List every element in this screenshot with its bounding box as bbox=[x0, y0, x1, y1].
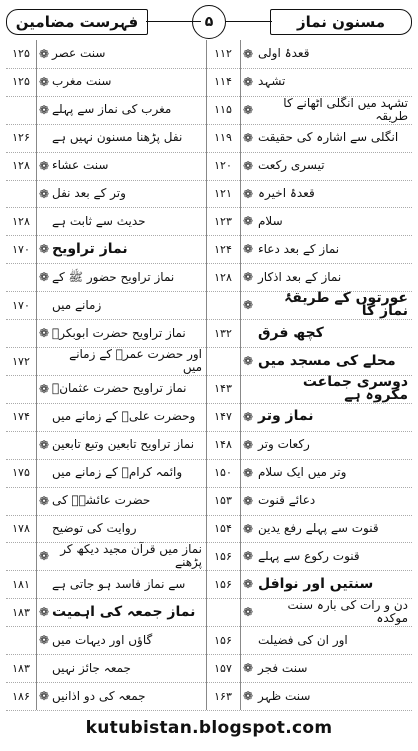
toc-entry-title[interactable]: نماز وتر bbox=[258, 408, 314, 425]
toc-entry-page: ۱۵۳ bbox=[214, 494, 232, 508]
toc-entry-title[interactable]: نماز جمعہ کی اہمیت bbox=[52, 603, 196, 620]
flower-bullet-icon: ❁ bbox=[242, 689, 254, 704]
toc-entry-page: ۱۵۶ bbox=[214, 549, 232, 563]
flower-bullet-icon: ❁ bbox=[242, 493, 254, 508]
toc-row bbox=[6, 180, 412, 209]
page-header bbox=[6, 5, 412, 37]
flower-bullet-icon: ❁ bbox=[38, 74, 50, 89]
flower-bullet-icon bbox=[36, 403, 52, 431]
flower-bullet-icon: ❁ bbox=[38, 381, 50, 396]
header-rule-left bbox=[146, 21, 201, 22]
toc-entry-page: ۱۱۵ bbox=[214, 103, 232, 117]
toc-entry-page: ۱۵۶ bbox=[214, 633, 232, 647]
flower-bullet-icon: ❁ bbox=[38, 437, 50, 452]
toc-row bbox=[6, 40, 412, 69]
toc-entry-title[interactable]: قعدۂ اخیرہ bbox=[258, 186, 315, 201]
toc-entry-page: ۱۳۲ bbox=[214, 326, 232, 340]
toc-entry-page: ۱۲۶ bbox=[12, 131, 30, 145]
toc-entry-page: ۱۶۳ bbox=[214, 689, 232, 703]
toc-entry-page: ۱۲۸ bbox=[214, 270, 232, 284]
toc-row bbox=[6, 598, 412, 627]
toc-entry-title[interactable]: دن و رات کی بارہ سنت موکدہ bbox=[287, 598, 408, 626]
toc-row bbox=[6, 291, 412, 320]
toc-entry-title[interactable]: سنت عصر bbox=[52, 46, 106, 61]
toc-entry-page: ۱۴۳ bbox=[214, 382, 232, 396]
flower-bullet-icon: ❁ bbox=[38, 633, 50, 648]
toc-entry-page: ۱۷۰ bbox=[12, 242, 30, 256]
toc-entry-page: ۱۲۳ bbox=[214, 214, 232, 228]
flower-bullet-icon bbox=[36, 291, 52, 319]
flower-bullet-icon: ❁ bbox=[242, 465, 254, 480]
flower-bullet-icon: ❁ bbox=[242, 158, 254, 173]
flower-bullet-icon: ❁ bbox=[242, 437, 254, 452]
toc-row bbox=[6, 654, 412, 683]
toc-entry-title[interactable]: نفل پڑھنا مسنون نہیں ہے bbox=[52, 130, 183, 145]
toc-entry-title[interactable]: وتر میں ایک سلام bbox=[258, 465, 347, 480]
toc-entry-page bbox=[6, 487, 36, 515]
toc-entry-title[interactable]: نماز میں قرآن مجید دیکھ کر پڑھنے bbox=[60, 542, 202, 570]
toc-entry-page: ۱۷۰ bbox=[12, 298, 30, 312]
toc-entry-title[interactable]: اور حضرت عمرؓ کے زمانے میں bbox=[69, 347, 202, 375]
toc-entry-title[interactable]: محلے کی مسجد میں bbox=[258, 352, 396, 369]
flower-bullet-icon: ❁ bbox=[242, 298, 254, 313]
flower-bullet-icon bbox=[240, 626, 256, 654]
toc-entry-title[interactable]: قعدۂ اولی bbox=[258, 46, 310, 61]
toc-entry-page bbox=[206, 291, 240, 319]
flower-bullet-icon: ❁ bbox=[38, 605, 50, 620]
toc-row bbox=[6, 431, 412, 460]
toc-entry-page: ۱۲۱ bbox=[214, 187, 232, 201]
toc-entry-page: ۱۷۸ bbox=[12, 522, 30, 536]
toc-entry-title[interactable]: نماز تراویح حضور ﷺ کے bbox=[52, 269, 175, 284]
toc-entry-page: ۱۷۵ bbox=[12, 466, 30, 480]
toc-entry-title[interactable]: گاؤں اور دیہات میں bbox=[52, 632, 153, 647]
section-title: فہرست مضامین bbox=[6, 9, 148, 35]
toc-entry-page: ۱۲۰ bbox=[214, 159, 232, 173]
toc-entry-page: ۱۵۴ bbox=[214, 522, 232, 536]
toc-row bbox=[6, 68, 412, 97]
toc-entry-title[interactable]: روایت کی توضیح bbox=[52, 521, 137, 536]
flower-bullet-icon: ❁ bbox=[242, 354, 254, 369]
toc-entry-title[interactable]: رکعات وتر bbox=[258, 437, 310, 452]
toc-entry-page bbox=[6, 375, 36, 403]
flower-bullet-icon bbox=[240, 319, 256, 347]
toc-entry-page: ۱۲۸ bbox=[12, 159, 30, 173]
flower-bullet-icon bbox=[36, 124, 52, 152]
flower-bullet-icon: ❁ bbox=[242, 549, 254, 564]
toc-entry-title[interactable]: سنت عشاء bbox=[52, 158, 109, 173]
toc-entry-title[interactable]: حدیث سے ثابت ہے bbox=[52, 213, 146, 228]
flower-bullet-icon: ❁ bbox=[38, 689, 50, 704]
toc-entry-title[interactable]: انگلی سے اشارہ کی حقیقت bbox=[258, 130, 399, 145]
toc-entry-page bbox=[6, 96, 36, 124]
table-of-contents bbox=[6, 40, 412, 710]
toc-entry-page: ۱۸۶ bbox=[12, 689, 30, 703]
toc-entry-title[interactable]: سنت فجر bbox=[258, 660, 308, 675]
flower-bullet-icon bbox=[36, 208, 52, 236]
toc-entry-title[interactable]: حضرت عائشہؓ کی bbox=[52, 493, 151, 508]
flower-bullet-icon: ❁ bbox=[242, 242, 254, 257]
flower-bullet-icon: ❁ bbox=[242, 74, 254, 89]
toc-entry-page: ۱۵۰ bbox=[214, 466, 232, 480]
toc-entry-title[interactable]: مغرب کی نماز سے پہلے bbox=[52, 102, 172, 117]
toc-row bbox=[6, 235, 412, 264]
toc-entry-title[interactable]: وحضرت علیؓ کے زمانے میں bbox=[52, 409, 196, 424]
toc-entry-title[interactable]: وائمہ کرامؒ کے زمانے میں bbox=[52, 465, 183, 480]
toc-entry-page bbox=[206, 598, 240, 626]
flower-bullet-icon: ❁ bbox=[38, 270, 50, 285]
toc-entry-page: ۱۴۷ bbox=[214, 410, 232, 424]
flower-bullet-icon bbox=[36, 654, 52, 682]
toc-entry-page: ۱۵۶ bbox=[214, 577, 232, 591]
flower-bullet-icon: ❁ bbox=[38, 549, 50, 564]
toc-entry-title[interactable]: عورتوں کے طریقۂ نماز کا bbox=[284, 290, 408, 320]
toc-entry-page bbox=[206, 347, 240, 375]
page-number: ۵ bbox=[192, 5, 226, 39]
toc-entry-title[interactable]: وتر کے بعد نفل bbox=[52, 186, 126, 201]
toc-row bbox=[6, 543, 412, 572]
toc-entry-title[interactable]: تشہد میں انگلی اٹھانے کا طریقہ bbox=[283, 95, 408, 123]
toc-entry-page: ۱۸۳ bbox=[12, 661, 30, 675]
toc-row bbox=[6, 515, 412, 544]
toc-entry-page: ۱۵۷ bbox=[214, 661, 232, 675]
toc-entry-title[interactable]: نماز تراویح تابعین وتبع تابعین bbox=[52, 437, 195, 452]
toc-entry-page bbox=[6, 543, 36, 571]
flower-bullet-icon bbox=[36, 459, 52, 487]
flower-bullet-icon: ❁ bbox=[242, 214, 254, 229]
toc-row bbox=[6, 124, 412, 153]
flower-bullet-icon bbox=[36, 570, 52, 598]
flower-bullet-icon: ❁ bbox=[242, 409, 254, 424]
toc-row bbox=[6, 263, 412, 292]
toc-entry-page bbox=[6, 626, 36, 654]
toc-row bbox=[6, 403, 412, 432]
toc-entry-title[interactable]: قنوت سے پہلے رفع یدین bbox=[258, 521, 379, 536]
flower-bullet-icon: ❁ bbox=[38, 326, 50, 341]
flower-bullet-icon: ❁ bbox=[242, 521, 254, 536]
flower-bullet-icon: ❁ bbox=[242, 661, 254, 676]
toc-entry-title[interactable]: نماز تراویح حضرت ابوبکرؓ bbox=[52, 325, 186, 340]
flower-bullet-icon: ❁ bbox=[38, 493, 50, 508]
toc-entry-title[interactable]: جمعہ کی دو اذانیں bbox=[52, 688, 146, 703]
flower-bullet-icon: ❁ bbox=[242, 130, 254, 145]
toc-entry-title[interactable]: تشہد bbox=[258, 74, 286, 89]
toc-entry-page: ۱۸۱ bbox=[12, 577, 30, 591]
toc-entry-title[interactable]: سے نماز فاسد ہو جاتی ہے bbox=[52, 576, 186, 591]
flower-bullet-icon: ❁ bbox=[242, 186, 254, 201]
toc-entry-title[interactable]: کچھ فرق bbox=[258, 324, 324, 341]
flower-bullet-icon: ❁ bbox=[242, 605, 254, 620]
toc-entry-page: ۱۷۲ bbox=[12, 354, 30, 368]
flower-bullet-icon: ❁ bbox=[242, 46, 254, 61]
flower-bullet-icon: ❁ bbox=[242, 577, 254, 592]
flower-bullet-icon: ❁ bbox=[38, 242, 50, 257]
toc-entry-page: ۱۴۸ bbox=[214, 438, 232, 452]
toc-entry-title[interactable]: نماز تراویح bbox=[52, 240, 128, 257]
toc-row bbox=[6, 208, 412, 237]
toc-entry-title[interactable]: سنت ظہر bbox=[258, 688, 311, 703]
toc-entry-title[interactable]: نماز کے بعد دعاء bbox=[258, 241, 340, 256]
flower-bullet-icon: ❁ bbox=[242, 270, 254, 285]
toc-entry-title[interactable]: زمانے میں bbox=[52, 297, 102, 312]
book-title: مسنون نماز bbox=[270, 9, 412, 35]
toc-row bbox=[6, 682, 412, 711]
toc-entry-page: ۱۸۳ bbox=[12, 605, 30, 619]
toc-row bbox=[6, 96, 412, 125]
toc-entry-title[interactable]: تیسری رکعت bbox=[258, 158, 325, 173]
toc-entry-page: ۱۲۸ bbox=[12, 214, 30, 228]
toc-row bbox=[6, 626, 412, 655]
toc-entry-page: ۱۱۴ bbox=[214, 75, 232, 89]
flower-bullet-icon bbox=[36, 347, 52, 375]
toc-entry-title[interactable]: نماز تراویح حضرت عثمانؓ bbox=[52, 381, 187, 396]
toc-entry-title[interactable]: نماز کے بعد اذکار bbox=[258, 269, 342, 284]
toc-row bbox=[6, 487, 412, 516]
flower-bullet-icon: ❁ bbox=[242, 102, 254, 117]
flower-bullet-icon bbox=[240, 375, 256, 403]
toc-row bbox=[6, 319, 412, 348]
toc-entry-page bbox=[6, 180, 36, 208]
flower-bullet-icon: ❁ bbox=[38, 46, 50, 61]
toc-row bbox=[6, 152, 412, 181]
toc-entry-title[interactable]: قنوت رکوع سے پہلے bbox=[258, 548, 360, 563]
toc-entry-title[interactable]: سنت مغرب bbox=[52, 74, 112, 89]
toc-row bbox=[6, 347, 412, 376]
toc-entry-page: ۱۷۴ bbox=[12, 410, 30, 424]
toc-entry-page: ۱۲۴ bbox=[214, 242, 232, 256]
toc-row bbox=[6, 459, 412, 488]
footer-url[interactable]: kutubistan.blogspot.com bbox=[85, 718, 333, 738]
toc-entry-page bbox=[6, 263, 36, 291]
toc-entry-title[interactable]: دعائے قنوت bbox=[258, 493, 316, 508]
flower-bullet-icon: ❁ bbox=[38, 158, 50, 173]
toc-entry-title[interactable]: سنتیں اور نوافل bbox=[258, 575, 374, 592]
toc-entry-title[interactable]: دوسری جماعت مکروہ ہے bbox=[302, 373, 408, 403]
toc-entry-page: ۱۲۵ bbox=[12, 75, 30, 89]
flower-bullet-icon bbox=[36, 515, 52, 543]
toc-entry-title[interactable]: اور ان کی فضیلت bbox=[258, 632, 348, 647]
toc-entry-page: ۱۱۲ bbox=[214, 47, 232, 61]
flower-bullet-icon: ❁ bbox=[38, 186, 50, 201]
toc-entry-page bbox=[6, 319, 36, 347]
toc-entry-title[interactable]: جمعہ جائز نہیں bbox=[52, 660, 131, 675]
toc-entry-page: ۱۱۹ bbox=[214, 131, 232, 145]
toc-row bbox=[6, 570, 412, 599]
toc-entry-page: ۱۲۵ bbox=[12, 47, 30, 61]
toc-row bbox=[6, 375, 412, 404]
toc-entry-page bbox=[6, 431, 36, 459]
flower-bullet-icon: ❁ bbox=[38, 102, 50, 117]
toc-entry-title[interactable]: سلام bbox=[258, 213, 283, 228]
